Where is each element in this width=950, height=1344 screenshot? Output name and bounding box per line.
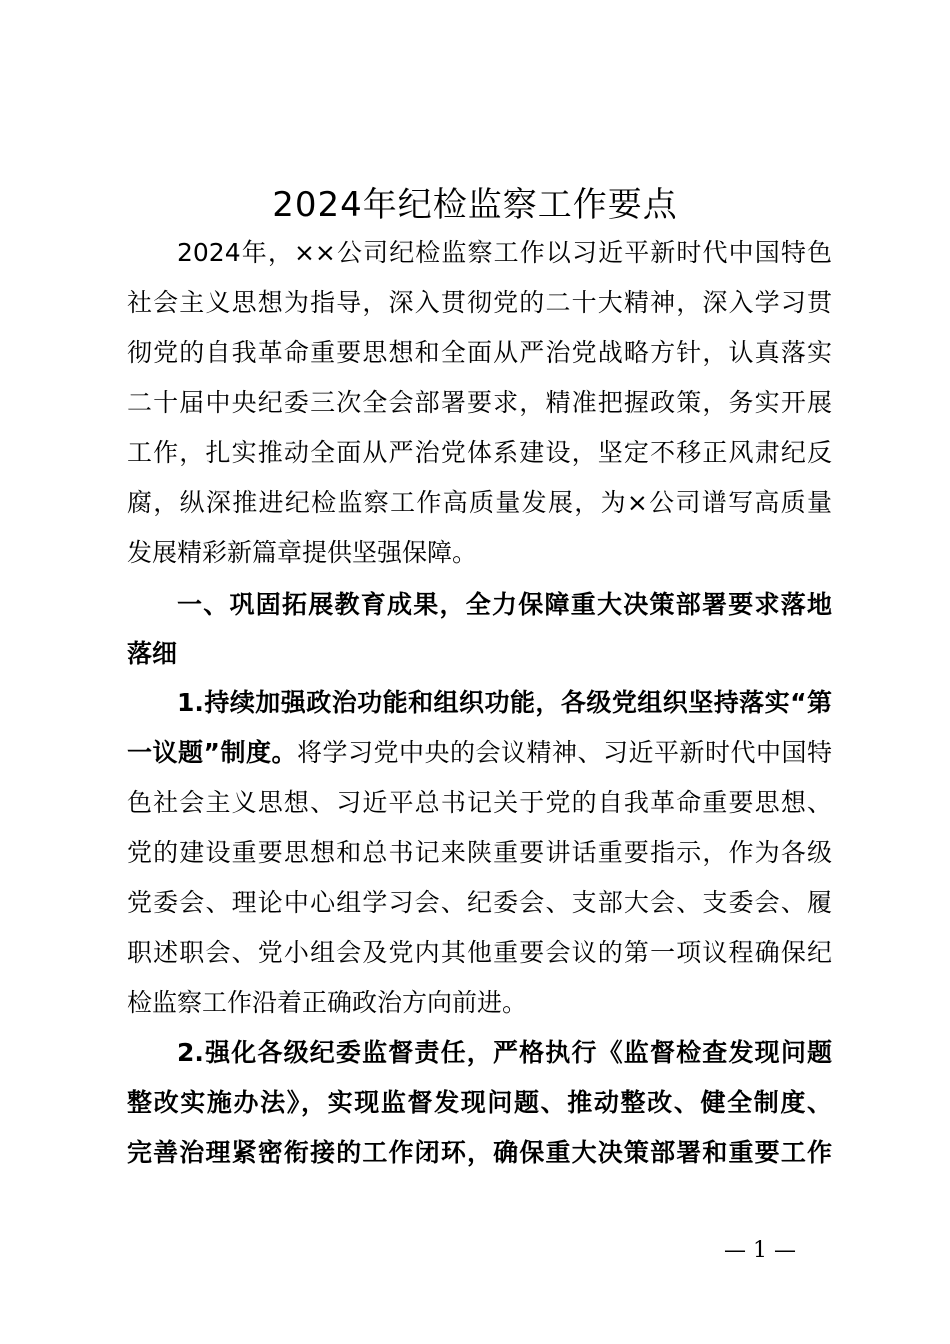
- item-line: 党的建设重要思想和总书记来陕重要讲话重要指示，作为各级: [127, 838, 832, 867]
- page-number: — 1 —: [724, 1238, 796, 1263]
- intro-line: 发展精彩新篇章提供坚强保障。: [127, 538, 478, 567]
- intro-line: 社会主义思想为指导，深入贯彻党的二十大精神，深入学习贯: [127, 288, 832, 317]
- item-heading-end: 一议题”制度。: [127, 738, 297, 767]
- item-line: 检监察工作沿着正确政治方向前进。: [127, 988, 528, 1017]
- item-heading: 2.强化各级纪委监督责任，严格执行《监督检查发现问题: [177, 1038, 832, 1067]
- item-body: 将学习党中央的会议精神、习近平新时代中国特: [296, 738, 832, 767]
- section-heading: 落细: [127, 639, 178, 668]
- item-line: 党委会、理论中心组学习会、纪委会、支部大会、支委会、履: [127, 888, 832, 917]
- item-heading: 1.持续加强政治功能和组织功能，各级党组织坚持落实“第: [177, 688, 832, 717]
- item-line: [127, 736, 832, 770]
- intro-line: 彻党的自我革命重要思想和全面从严治党战略方针，认真落实: [127, 338, 832, 367]
- intro-line: 腐，纵深推进纪检监察工作高质量发展，为×公司谱写高质量: [127, 488, 832, 517]
- document-title: 2024年纪检监察工作要点: [272, 185, 678, 225]
- item-line: 色社会主义思想、习近平总书记关于党的自我革命重要思想、: [127, 788, 832, 817]
- intro-line: 工作，扎实推动全面从严治党体系建设，坚定不移正风肃纪反: [127, 438, 832, 467]
- intro-line: 二十届中央纪委三次全会部署要求，精准把握政策，务实开展: [127, 388, 832, 417]
- section-heading: 一、巩固拓展教育成果，全力保障重大决策部署要求落地: [177, 590, 832, 619]
- intro-line: 2024年，××公司纪检监察工作以习近平新时代中国特色: [177, 238, 832, 267]
- item-line: 职述职会、党小组会及党内其他重要会议的第一项议程确保纪: [127, 938, 832, 967]
- item-heading: 完善治理紧密衔接的工作闭环，确保重大决策部署和重要工作: [127, 1138, 832, 1167]
- item-heading: 整改实施办法》，实现监督发现问题、推动整改、健全制度、: [127, 1088, 832, 1117]
